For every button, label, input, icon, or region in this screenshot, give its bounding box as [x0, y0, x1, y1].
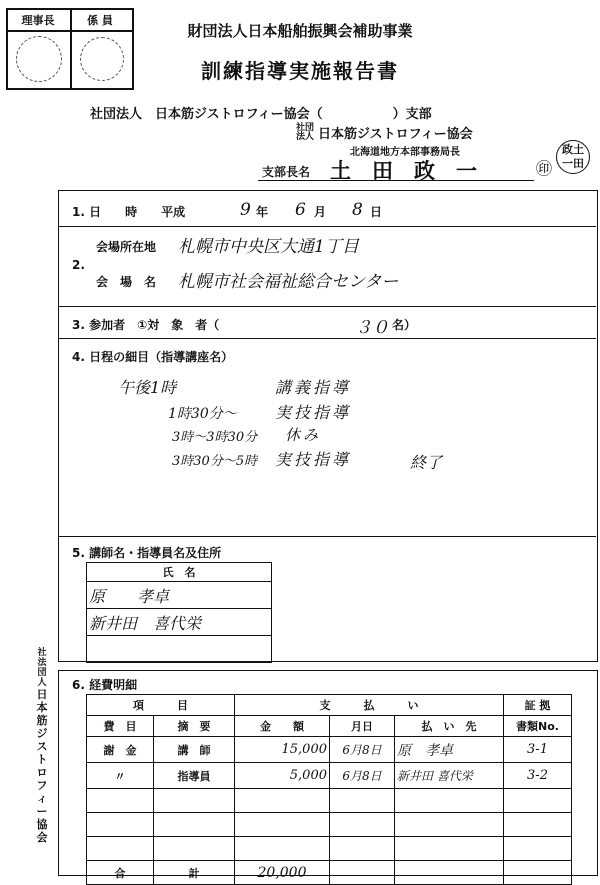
schedule-time-4: 3時30分〜5時: [172, 454, 258, 469]
branch-head-name: 土 田 政 一: [330, 158, 477, 183]
amount-header: 金 額: [235, 716, 330, 737]
expense-table: [86, 694, 572, 885]
association-suffix: ）支部: [392, 107, 432, 122]
venue-label: 会 場 名: [96, 275, 157, 289]
side-char: 社法: [37, 648, 47, 668]
empty-row-cell: [235, 837, 330, 861]
venue-value: 札幌市社会福祉総合センター: [178, 272, 399, 292]
side-char: 会: [36, 831, 48, 844]
small-prefix: [296, 124, 316, 142]
row1-amount: 15,000: [235, 737, 330, 763]
empty-row-cell: [504, 789, 572, 813]
side-association-stamp: [34, 648, 50, 844]
summary-header: 摘 要: [154, 716, 235, 737]
participant-count: ３０: [355, 318, 389, 338]
section6-label: 6. 経費明細: [72, 678, 138, 692]
empty-row-cell: [87, 837, 154, 861]
empty-row-cell: [87, 813, 154, 837]
row2-summary: 指導員: [154, 763, 235, 789]
small-prefix-top: 社団: [296, 123, 315, 133]
row1-expense: 謝 金: [87, 737, 154, 763]
divider-1: [58, 226, 596, 227]
side-char: ー: [36, 805, 48, 818]
subsidy-title: 財団法人日本船舶振興会補助事業: [187, 22, 413, 40]
association-name-2: 日本筋ジストロフィー協会: [318, 127, 473, 142]
empty-row-cell: [330, 813, 395, 837]
regional-office-title: 北海道地方本部事務局長: [350, 147, 460, 158]
instructor-name-header: 氏 名: [87, 563, 272, 582]
empty-row-cell: [330, 837, 395, 861]
total-label-2: 計: [154, 861, 235, 885]
association-line: [90, 103, 432, 122]
item-group-header: 項 目: [87, 695, 235, 716]
schedule-time-2: 1時30分〜: [168, 406, 237, 422]
side-char: 筋: [36, 714, 48, 727]
year-unit: 年: [256, 205, 269, 219]
divider-2: [58, 306, 596, 307]
empty-row-cell: [330, 789, 395, 813]
empty-row-cell: [395, 837, 504, 861]
day-unit: 日: [370, 205, 383, 219]
section4-label: 4. 日程の細目（指導講座名）: [72, 350, 234, 364]
side-char: ィ: [36, 792, 48, 805]
empty-row-cell: [395, 789, 504, 813]
date-year: 9: [240, 200, 251, 220]
name-underline: [258, 180, 534, 181]
schedule-time-3: 3時〜3時30分: [172, 430, 258, 445]
participant-suffix: 名）: [392, 318, 417, 332]
empty-row-cell: [235, 813, 330, 837]
divider-3: [58, 338, 596, 339]
payment-group-header: 支 払 い: [235, 695, 504, 716]
schedule-activity-2: 実技指導: [275, 403, 352, 422]
schedule-activity-1: 講義指導: [275, 378, 352, 397]
schedule-end-note: 終了: [410, 453, 443, 472]
location-value: 札幌市中央区大通1丁目: [178, 237, 359, 257]
empty-row-cell: [504, 837, 572, 861]
evidence-header-top: 証 拠: [504, 695, 572, 716]
row2-date: 6月8日: [330, 763, 395, 789]
side-char: 日: [36, 688, 48, 701]
side-char: ロ: [36, 766, 48, 779]
empty-row-cell: [154, 789, 235, 813]
empty-row-cell: [87, 789, 154, 813]
payee-header: 払 い 先: [395, 716, 504, 737]
row1-date: 6月8日: [330, 737, 395, 763]
row2-evidence: 3-2: [504, 763, 572, 789]
instructor-name-1: 原 孝卓: [87, 582, 272, 609]
location-label: 会場所在地: [96, 240, 157, 254]
side-char: 本: [36, 701, 48, 714]
instructor-name-3-empty: [87, 636, 272, 663]
round-personal-seal: 政土一田: [556, 140, 590, 174]
row2-expense: 〃: [87, 763, 154, 789]
instructor-table: [86, 562, 272, 663]
schedule-activity-4: 実技指導: [275, 450, 352, 469]
staff-label: 係 員: [87, 14, 113, 27]
empty-row-cell: [395, 813, 504, 837]
section5-label: 5. 講師名・指導員名及住所: [72, 546, 222, 560]
section2-number: 2.: [72, 258, 85, 272]
side-char: 協: [36, 818, 48, 831]
row1-payee: 原 孝卓: [395, 737, 504, 763]
side-char: ジ: [36, 727, 48, 740]
total-label-1: 合: [87, 861, 154, 885]
side-char: ス: [36, 740, 48, 753]
empty-row-cell: [235, 789, 330, 813]
association-prefix: 社団法人 日本筋ジストロフィー協会（: [90, 107, 323, 122]
empty-row-cell: [154, 837, 235, 861]
total-amount: 20,000: [235, 861, 330, 885]
empty-row-cell: [504, 813, 572, 837]
section3-label: 3. 参加者 ①対 象 者（: [72, 318, 220, 332]
evidence-no-header: 書類No.: [504, 716, 572, 737]
side-char: ト: [36, 753, 48, 766]
seal-mark: ㊞: [536, 159, 553, 178]
schedule-activity-3: 休み: [285, 426, 322, 444]
section1-label: 1. 日 時 平成: [72, 205, 186, 219]
row2-amount: 5,000: [235, 763, 330, 789]
month-unit: 月: [314, 205, 327, 219]
side-char: 団人: [37, 668, 47, 688]
empty-row-cell: [154, 813, 235, 837]
expense-header: 費 目: [87, 716, 154, 737]
date-month: 6: [295, 200, 306, 220]
instructor-name-2: 新井田 喜代栄: [87, 609, 272, 636]
side-char: フ: [36, 779, 48, 792]
divider-4: [58, 536, 596, 537]
chief-director-label: 理事長: [21, 14, 55, 27]
small-prefix-bottom: 法人: [296, 132, 315, 142]
row1-evidence: 3-1: [504, 737, 572, 763]
report-title: 訓練指導実施報告書: [201, 59, 399, 83]
row2-payee: 新井田 喜代栄: [395, 763, 504, 789]
row1-summary: 講 師: [154, 737, 235, 763]
branch-head-label: 支部長名: [262, 165, 311, 179]
date-header: 月日: [330, 716, 395, 737]
schedule-time-1: 午後1時: [118, 378, 177, 397]
date-day: 8: [352, 200, 363, 220]
